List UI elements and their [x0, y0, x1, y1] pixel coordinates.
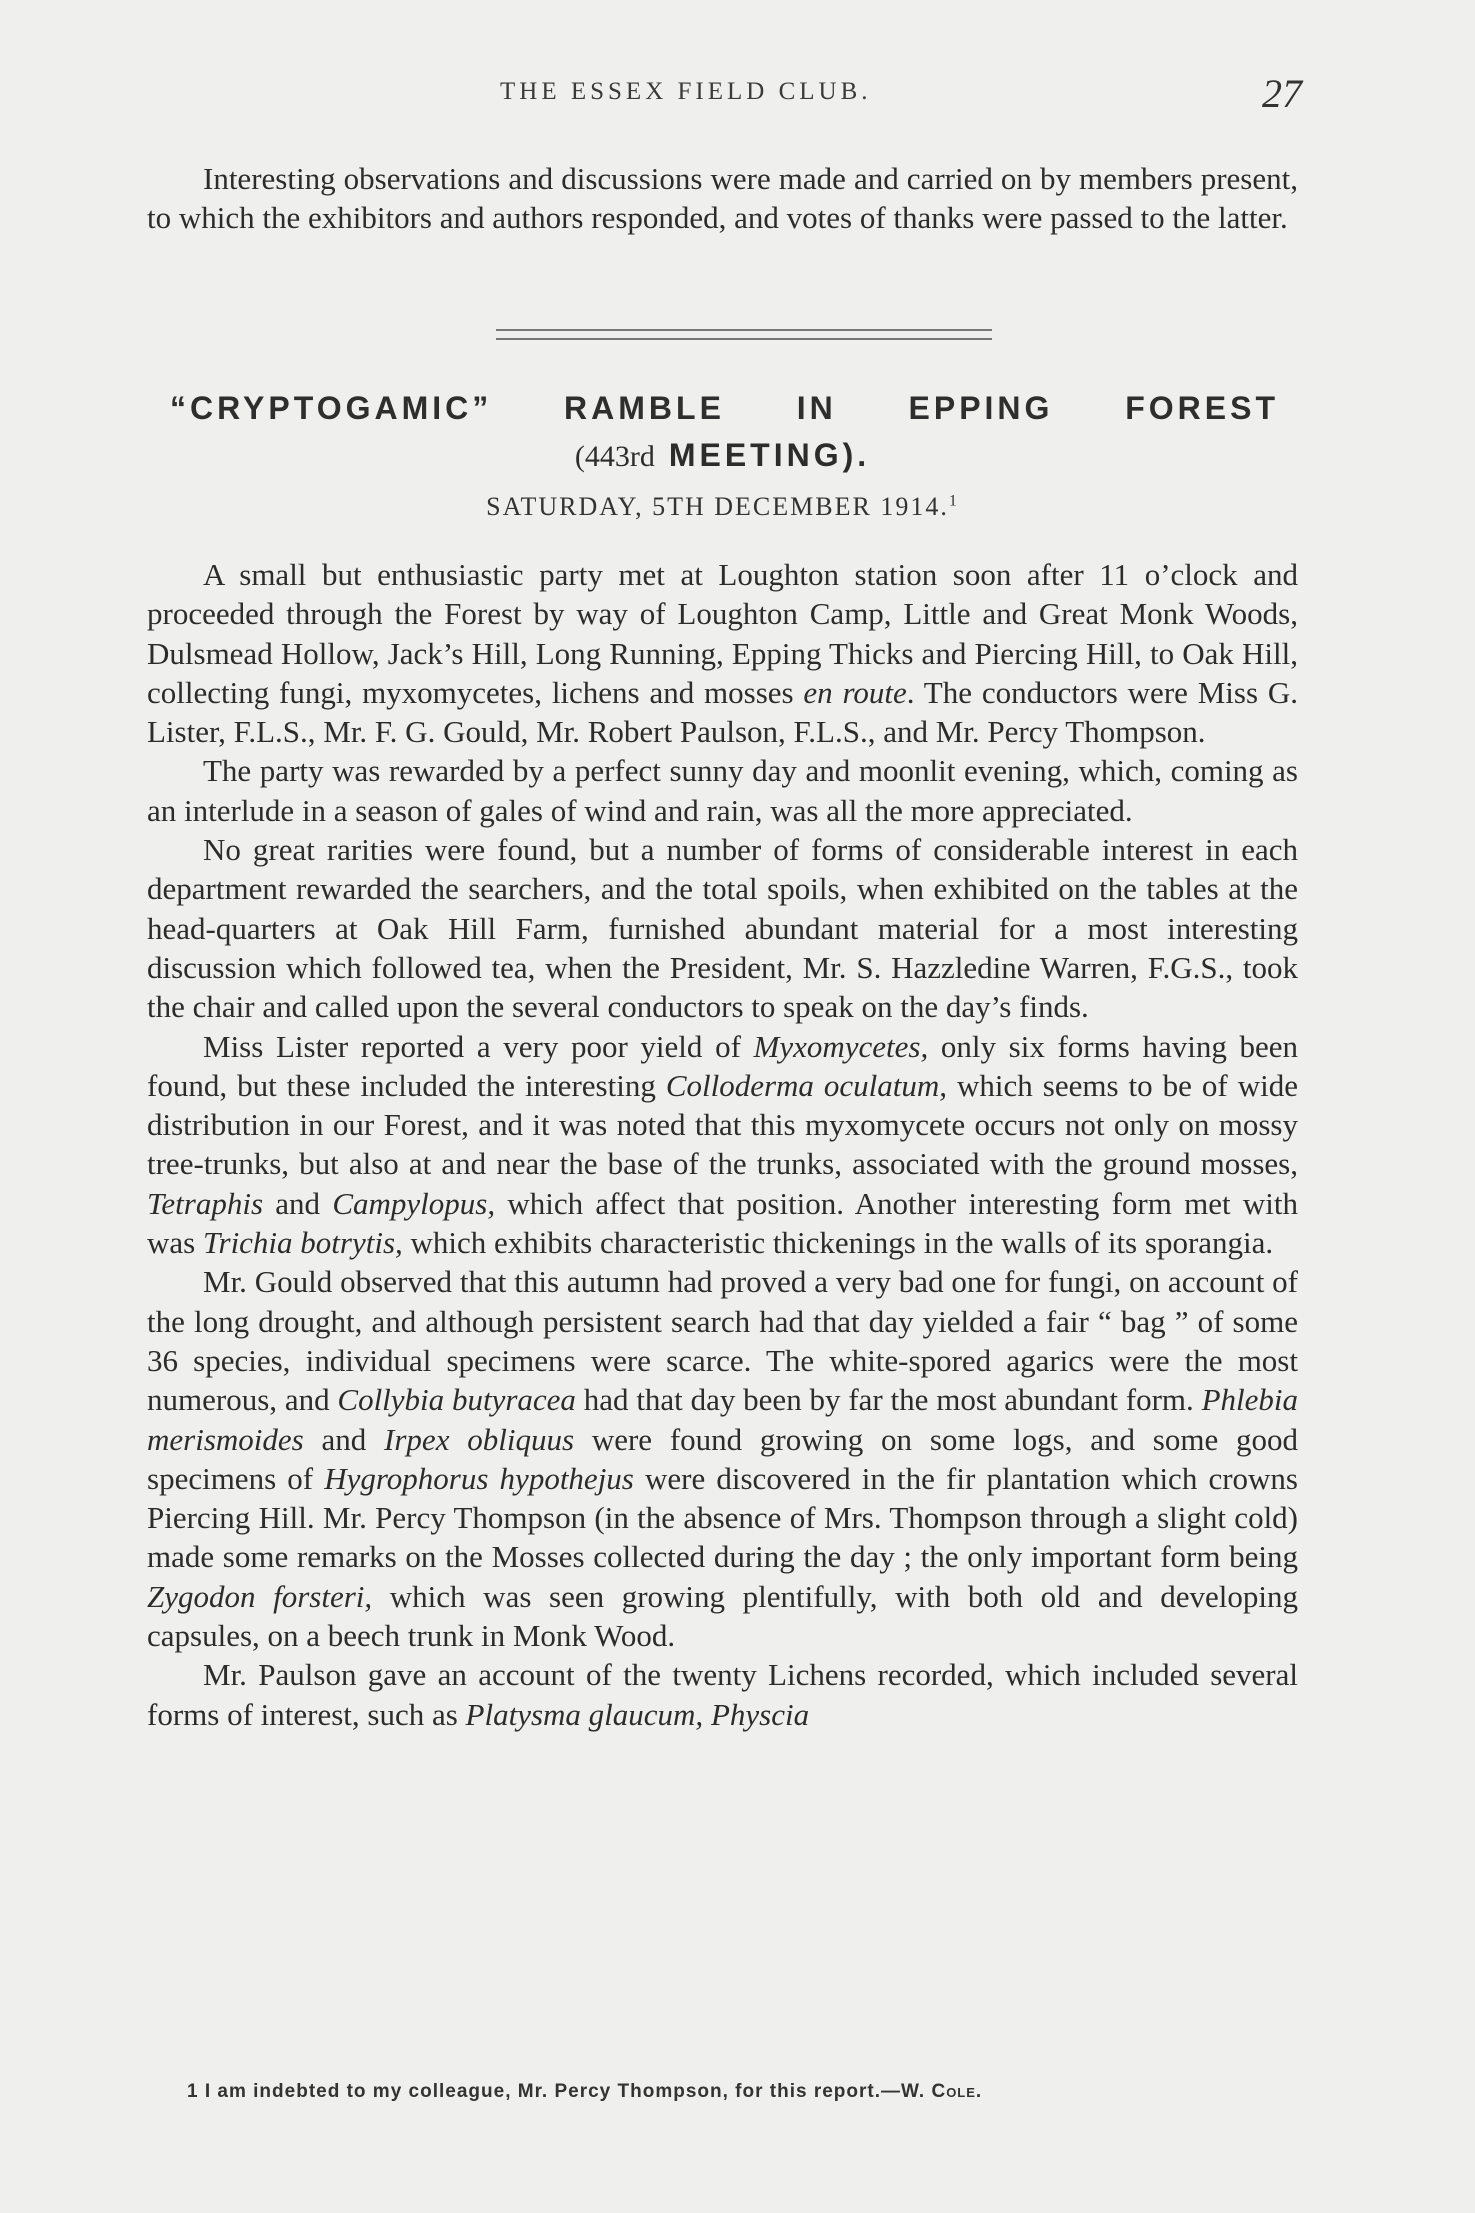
italic-term: en route — [803, 674, 907, 710]
text-span: were found growing on some logs, and some good specimens of — [147, 1421, 1298, 1496]
page-number: 27 — [1262, 71, 1302, 116]
text-span: Mr. Paulson gave an account of the twenty Lichens recorded, which included several forms of interest, such as — [147, 1657, 1298, 1732]
paragraph-6 — [147, 1655, 1298, 1734]
intro-section — [147, 159, 1298, 238]
text-span: A small but enthusiastic party met at Loughton station soon after 11 o’clock and proceeded through the Forest by way of Loughton Camp, Little and Great Monk Woods, Dulsmead Hollow, Jack’s Hill, Long Running, Epping Thicks and Piercing Hill, to Oak Hill, collecting fungi, myxomycetes, lichens and mosses — [147, 557, 1298, 710]
text-span: were discovered in the fir plantation which crowns Piercing Hill. Mr. Percy Thompson (in the absence of Mrs. Thompson through a slight cold) made some remarks on the Mosses collected during the day ; the only important form being — [147, 1460, 1298, 1575]
meeting-number: (443rd — [574, 440, 655, 473]
footnote-text: I am indebted to my colleague, Mr. Percy Thompson, for this report.—W. — [204, 2081, 932, 2102]
paragraph-3: No great rarities were found, but a number of forms of considerable interest in each department rewarded the searchers, and the total spoils, when exhibited on the tables at the head-quarters at Oak Hill Farm, furnished abundant material for a most interesting discussion which followed tea, when the President, Mr. S. Hazzledine Warren, F.G.S., took the chair and called upon the several conductors to speak on the day’s finds. — [147, 832, 1298, 1025]
running-title: THE ESSEX FIELD CLUB. — [500, 78, 872, 105]
date-text: SATURDAY, 5TH DECEMBER 1914. — [486, 492, 949, 521]
text-span: which exhibits characteristic thickenings in the walls of its sporangia. — [402, 1225, 1274, 1261]
meeting-word: MEETING). — [668, 437, 871, 473]
species-name: Platysma glaucum, — [465, 1696, 704, 1732]
species-name: Trichia botrytis, — [202, 1225, 403, 1261]
paragraph-1 — [147, 555, 1298, 751]
footnote-reference: 1 — [948, 492, 959, 510]
paragraph-5 — [147, 1262, 1298, 1655]
intro-paragraph: Interesting observations and discussions were made and carried on by members present, to which the exhibitors and authors responded, and votes of thanks were passed to the latter. — [147, 161, 1298, 236]
article-title: “CRYPTOGAMIC” RAMBLE IN EPPING FOREST — [170, 390, 1279, 426]
meeting-line — [147, 437, 1298, 474]
text-span: and — [263, 1185, 333, 1221]
species-name: Tetraphis — [147, 1185, 264, 1221]
species-name: Myxomycetes, — [753, 1028, 929, 1064]
text-span: which was seen growing plentifully, with both old and developing capsules, on a beech trunk in Monk Wood. — [147, 1578, 1298, 1654]
species-name: Physcia — [710, 1696, 810, 1732]
text-span: only six forms having been found, but these included the interesting — [147, 1028, 1298, 1103]
text-span: and — [303, 1421, 385, 1457]
paragraph-4 — [147, 1027, 1298, 1263]
text-span: Mr. Gould observed that this autumn had proved a very bad one for fungi, on account of the long drought, and although persistent search had that day yielded a fair “ bag ” of some 36 species, individual specimens were scarce. The white-spored agarics were the most numerous, and — [147, 1264, 1298, 1418]
text-span: . The conductors were Miss G. Lister, F.L.S., Mr. F. G. Gould, Mr. Robert Paulson, F.L.S., and Mr. Percy Thompson. — [147, 674, 1298, 750]
species-name: Campylopus, — [332, 1185, 496, 1221]
article-heading — [147, 390, 1298, 522]
species-name: Collybia butyracea — [337, 1382, 576, 1418]
footnote-marker: 1 — [187, 2081, 199, 2102]
footnote — [187, 2081, 1287, 2103]
article-body — [147, 555, 1298, 1734]
text-span: Miss Lister reported a very poor yield of — [203, 1028, 754, 1064]
species-name: Hygrophorus hypothejus — [324, 1460, 634, 1496]
paragraph-2: The party was rewarded by a perfect sunny day and moonlit evening, which, coming as an interlude in a season of gales of wind and rain, was all the more appreciated. — [147, 753, 1298, 828]
species-name: Colloderma oculatum, — [665, 1067, 948, 1103]
running-head — [0, 70, 1475, 120]
text-span: which affect that position. Another interesting form met with was — [147, 1185, 1298, 1261]
text-span: had that day been by far the most abundant form. — [575, 1382, 1202, 1418]
species-name: Zygodon forsteri, — [147, 1578, 373, 1614]
text-span: which seems to be of wide distribution in our Forest, and it was noted that this myxomycete occurs not only on mossy tree-trunks, but also at and near the base of the trunks, associated with the ground mosses, — [147, 1067, 1298, 1182]
species-name: Irpex obliquus — [384, 1421, 575, 1457]
footnote-signature: Cole. — [931, 2081, 983, 2102]
section-divider — [496, 329, 992, 340]
species-name: Phlebia merismoides — [147, 1382, 1298, 1457]
meeting-date — [147, 492, 1298, 522]
